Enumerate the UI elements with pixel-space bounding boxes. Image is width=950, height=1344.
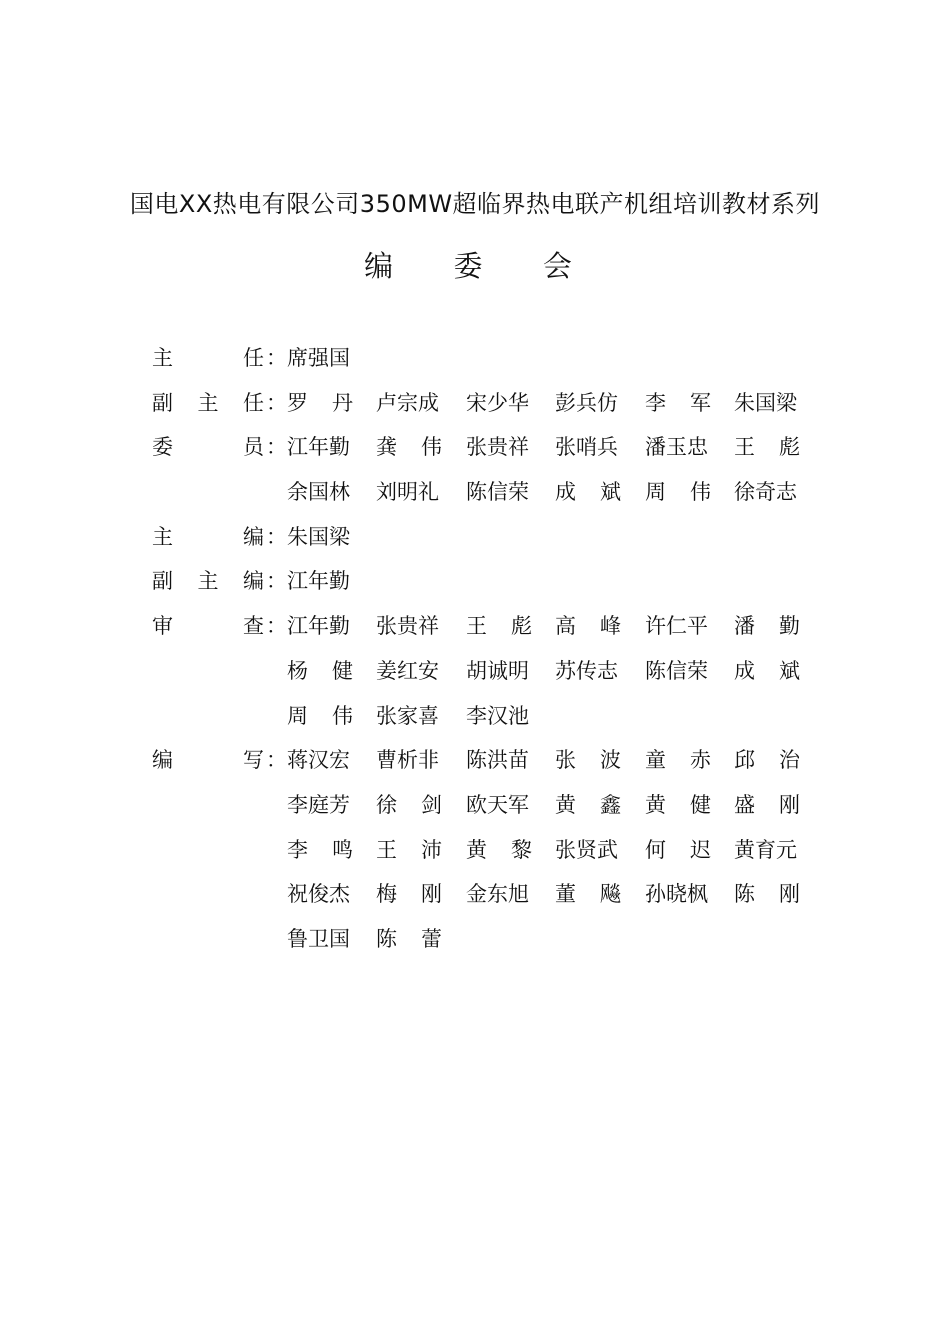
member-name: 姜红安 (376, 658, 439, 683)
member-name: 高 峰 (555, 614, 621, 639)
member-name: 黄 鑫 (555, 792, 621, 817)
member-name: 童 赤 (645, 748, 711, 773)
member-name: 李 鸣 (287, 837, 353, 862)
role-label: 编 写 (152, 748, 264, 773)
committee-roster (152, 336, 852, 962)
roster-row (152, 649, 852, 694)
member-name: 潘 勤 (734, 614, 800, 639)
roster-row (152, 604, 852, 649)
member-name: 蒋汉宏 (287, 748, 350, 773)
member-name: 苏传志 (555, 658, 618, 683)
member-name: 李庭芳 (287, 792, 350, 817)
member-name: 孙晓枫 (645, 882, 708, 907)
role-colon: ： (266, 569, 287, 594)
member-name: 王 彪 (466, 614, 532, 639)
member-name: 黄 健 (645, 792, 711, 817)
member-name: 朱国梁 (734, 390, 797, 415)
member-name: 盛 刚 (734, 792, 800, 817)
member-name: 刘明礼 (376, 480, 439, 505)
member-name: 陈 刚 (734, 882, 800, 907)
role-colon: ： (266, 748, 287, 773)
member-name: 张贵祥 (376, 614, 439, 639)
member-name: 何 迟 (645, 837, 711, 862)
roster-row (152, 738, 852, 783)
member-name: 胡诚明 (466, 658, 529, 683)
member-name: 陈洪苗 (466, 748, 529, 773)
member-name: 许仁平 (645, 614, 708, 639)
member-name: 陈信荣 (466, 480, 529, 505)
member-name: 余国林 (287, 480, 350, 505)
committee-title-text: 编 委 会 (364, 249, 586, 283)
member-name: 席强国 (287, 346, 350, 370)
member-name: 卢宗成 (376, 390, 439, 415)
roster-row (152, 694, 852, 739)
roster-row (152, 470, 852, 515)
roster-row (152, 872, 852, 917)
member-name: 成 斌 (555, 480, 621, 505)
member-name: 鲁卫国 (287, 926, 350, 951)
member-name: 欧天军 (466, 792, 529, 817)
member-name: 周 伟 (287, 703, 353, 728)
member-name: 梅 刚 (376, 882, 442, 907)
role-colon: ： (266, 614, 287, 639)
roster-row (152, 425, 852, 470)
roster-row (152, 515, 852, 560)
member-name: 江年勤 (287, 569, 350, 594)
member-name: 邱 治 (734, 748, 800, 773)
roster-row (152, 336, 852, 381)
role-label: 副 主 编 (152, 569, 264, 594)
member-name: 张家喜 (376, 703, 439, 728)
member-name: 成 斌 (734, 658, 800, 683)
role-colon: ： (266, 346, 287, 370)
role-label: 副 主 任 (152, 390, 264, 415)
member-name: 金东旭 (466, 882, 529, 907)
member-name: 张 波 (555, 748, 621, 773)
role-label: 主 编 (152, 524, 264, 549)
member-name: 李汉池 (466, 703, 529, 728)
role-colon: ： (266, 390, 287, 415)
member-name: 张贵祥 (466, 435, 529, 460)
member-name: 张哨兵 (555, 435, 618, 460)
role-label: 审 查 (152, 614, 264, 639)
member-name: 朱国梁 (287, 524, 350, 549)
member-name: 罗 丹 (287, 390, 353, 415)
member-name: 董 飚 (555, 882, 621, 907)
member-name: 曹析非 (376, 748, 439, 773)
member-name: 彭兵仿 (555, 390, 618, 415)
member-name: 徐奇志 (734, 480, 797, 505)
role-label: 主 任 (152, 346, 264, 370)
member-name: 江年勤 (287, 614, 350, 639)
member-name: 龚 伟 (376, 435, 442, 460)
member-name: 王 彪 (734, 435, 800, 460)
role-colon: ： (266, 435, 287, 460)
member-name: 江年勤 (287, 435, 350, 460)
committee-title (0, 244, 950, 288)
member-name: 宋少华 (466, 390, 529, 415)
member-name: 潘玉忠 (645, 435, 708, 460)
member-name: 王 沛 (376, 837, 442, 862)
member-name: 陈 蕾 (376, 926, 442, 951)
member-name: 黄 黎 (466, 837, 532, 862)
member-name: 黄育元 (734, 837, 797, 862)
roster-row (152, 783, 852, 828)
roster-row (152, 381, 852, 426)
member-name: 张贤武 (555, 837, 618, 862)
role-label: 委 员 (152, 435, 264, 460)
roster-row (152, 917, 852, 962)
member-name: 杨 健 (287, 658, 353, 683)
member-name: 陈信荣 (645, 658, 708, 683)
series-title: 国电XX热电有限公司350MW超临界热电联产机组培训教材系列 (129, 190, 821, 218)
member-name: 祝俊杰 (287, 882, 350, 907)
roster-row (152, 559, 852, 604)
member-name: 周 伟 (645, 480, 711, 505)
roster-row (152, 828, 852, 873)
member-name: 徐 剑 (376, 792, 442, 817)
member-name: 李 军 (645, 390, 711, 415)
role-colon: ： (266, 524, 287, 549)
